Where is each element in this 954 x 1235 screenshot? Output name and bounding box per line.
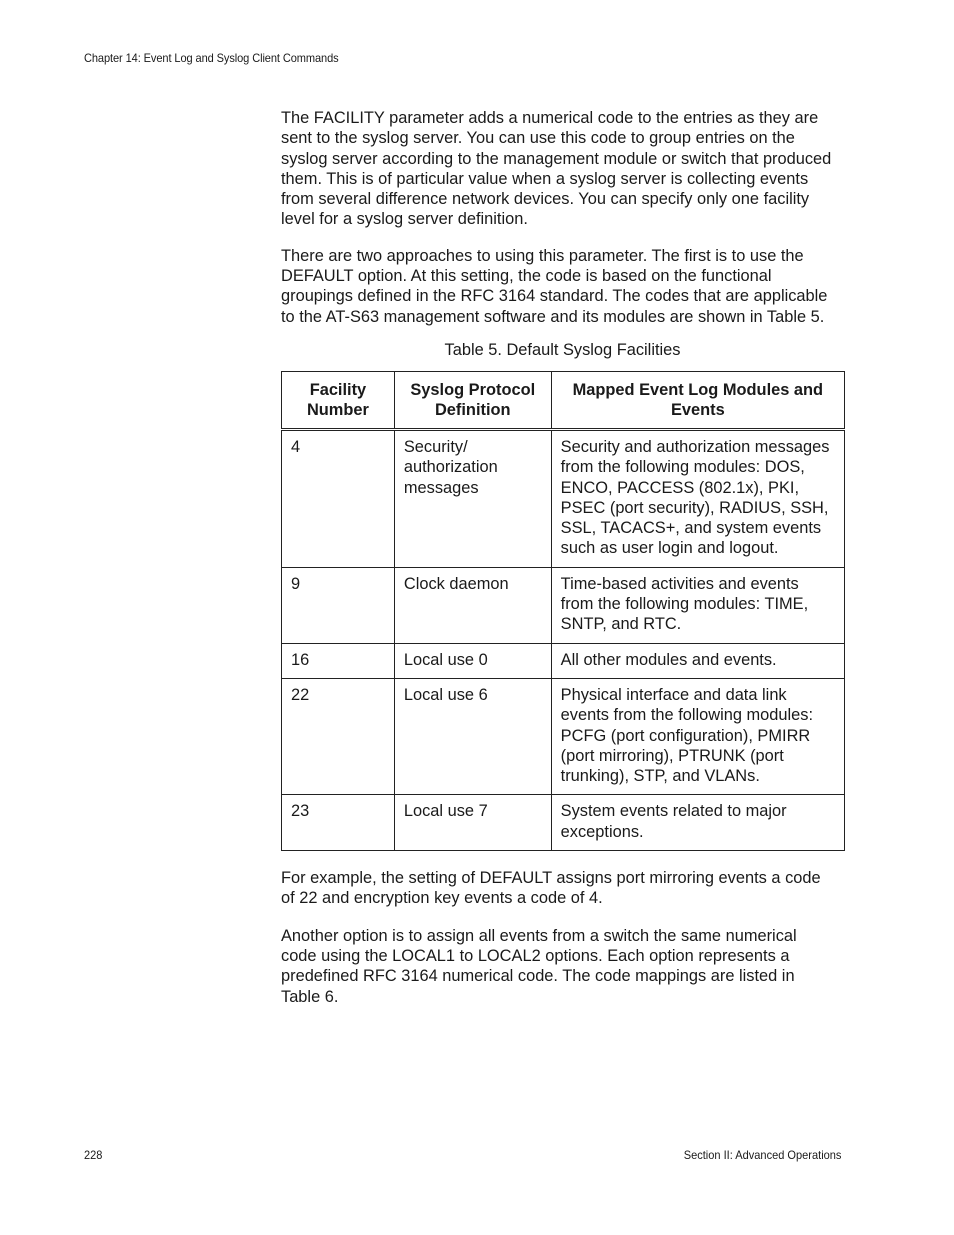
- protocol-definition-cell: Clock daemon: [394, 567, 551, 643]
- table-header-row: [282, 371, 845, 429]
- section-footer: Section II: Advanced Operations: [683, 1148, 841, 1162]
- running-header: Chapter 14: Event Log and Syslog Client Commands: [84, 51, 339, 65]
- page-content: [281, 108, 847, 1007]
- paragraph-facility-intro: The FACILITY parameter adds a numerical code to the entries as they are sent to the syslog server. You can use this code to group entries on the syslog server according to the management module or switch that produced them. This is of particular value when a syslog server is collecting events from several difference network devices. You can specify only one facility level for a syslog server definition.: [281, 109, 832, 229]
- facility-number-cell: 16: [282, 643, 395, 678]
- page-number: 228: [84, 1148, 103, 1162]
- table-row: [282, 429, 845, 567]
- table-row: [282, 643, 845, 678]
- facility-number-cell: 4: [282, 429, 395, 567]
- table-row: [282, 678, 845, 794]
- mapped-events-cell: All other modules and events.: [551, 643, 844, 678]
- column-header-mapped-modules: Mapped Event Log Modules and Events: [551, 371, 844, 429]
- protocol-definition-cell: Local use 7: [394, 795, 551, 851]
- protocol-definition-cell: Security/ authorization messages: [394, 429, 551, 567]
- column-header-facility-number: Facility Number: [282, 371, 395, 429]
- mapped-events-cell: Physical interface and data link events from the following modules: PCFG (port configuration), PMIRR (port mirroring), PTRUNK (port trunking), STP, and VLANs.: [551, 678, 844, 794]
- mapped-events-cell: Time-based activities and events from the following modules: TIME, SNTP, and RTC.: [551, 567, 844, 643]
- facility-number-cell: 23: [282, 795, 395, 851]
- facility-number-cell: 9: [282, 567, 395, 643]
- column-header-syslog-protocol-definition: Syslog Protocol Definition: [394, 371, 551, 429]
- table-row: [282, 795, 845, 851]
- protocol-definition-cell: Local use 0: [394, 643, 551, 678]
- mapped-events-cell: System events related to major exceptions.: [551, 795, 844, 851]
- facility-number-cell: 22: [282, 678, 395, 794]
- default-syslog-facilities-table: [281, 371, 845, 851]
- mapped-events-cell: Security and authorization messages from the following modules: DOS, ENCO, PACCESS (802.1x), PKI, PSEC (port security), RADIUS, SSH, SSL, TACACS+, and system events such as user login and logout.: [551, 429, 844, 567]
- table-caption: Table 5. Default Syslog Facilities: [444, 340, 681, 359]
- table-row: [282, 567, 845, 643]
- protocol-definition-cell: Local use 6: [394, 678, 551, 794]
- paragraph-approaches: There are two approaches to using this parameter. The first is to use the DEFAULT option. At this setting, the code is based on the functional groupings defined in the RFC 3164 standard. The codes that are applicable to the AT-S63 management software and its modules are shown in Table 5.: [281, 246, 828, 326]
- paragraph-local-option: Another option is to assign all events from a switch the same numerical code using the LOCAL1 to LOCAL2 options. Each option represents a predefined RFC 3164 numerical code. The code mappings are listed in Table 6.: [281, 926, 797, 1006]
- paragraph-default-example: For example, the setting of DEFAULT assigns port mirroring events a code of 22 and encryption key events a code of 4.: [281, 869, 821, 908]
